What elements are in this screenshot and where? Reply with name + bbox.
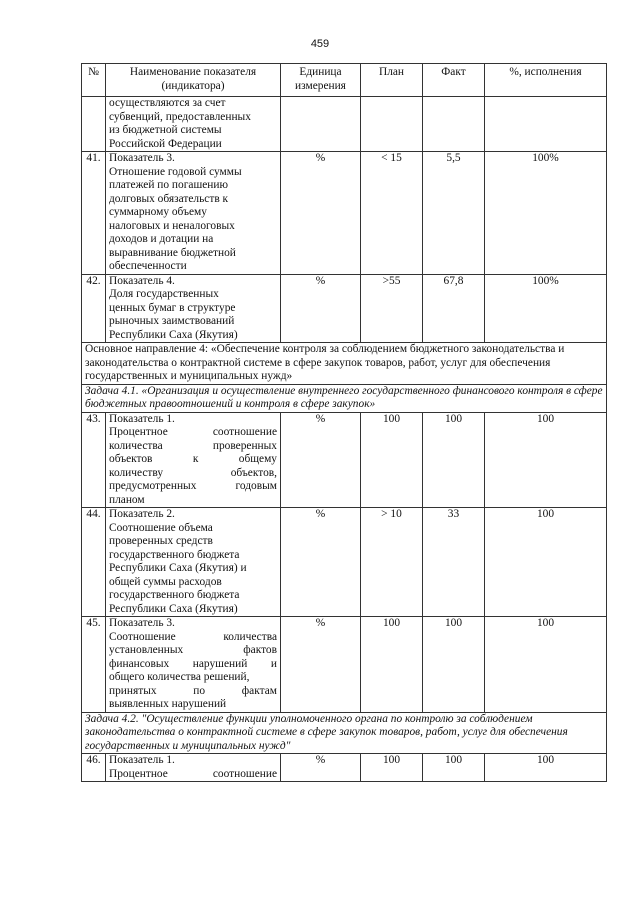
unit-cell: % [281, 617, 361, 713]
unit-cell: % [281, 508, 361, 617]
header-unit: Единица измерения [281, 64, 361, 97]
row-number: 43. [82, 412, 106, 508]
table-row [82, 617, 607, 713]
section-row [82, 343, 607, 385]
section-row [82, 712, 607, 754]
indicators-table [81, 63, 607, 782]
table-row [82, 97, 607, 152]
indicator-name: Показатель 4. Доля государственных ценных бумаг в структуре рыночных заимствований Республики Саха (Якутия) [106, 274, 281, 343]
task-heading: Задача 4.2. "Осуществление функции уполномоченного органа по контролю за соблюдением законодательства о контрактной системе в сфере закупок товаров, работ, услуг для обеспечения государственных и муниципальных нужд" [82, 712, 607, 754]
unit-cell: % [281, 754, 361, 782]
table-row [82, 412, 607, 508]
table-row [82, 508, 607, 617]
unit-cell: % [281, 274, 361, 343]
plan-cell: 100 [361, 617, 423, 713]
percent-cell: 100% [485, 274, 607, 343]
percent-cell: 100 [485, 754, 607, 782]
table-row [82, 152, 607, 275]
row-number: 46. [82, 754, 106, 782]
page-number: 459 [310, 38, 330, 50]
indicator-name: осуществляются за счет субвенций, предоставленных из бюджетной системы Российской Федерации [106, 97, 281, 152]
row-number: 45. [82, 617, 106, 713]
percent-cell: 100 [485, 617, 607, 713]
plan-cell: 100 [361, 754, 423, 782]
fact-cell: 100 [423, 617, 485, 713]
row-number: 42. [82, 274, 106, 343]
fact-cell: 33 [423, 508, 485, 617]
indicator-name: Показатель 3. Соотношение количества установленных фактов финансовых нарушений и общего количества решений, принятых по фактам выявленных нарушений [106, 617, 281, 713]
header-name: Наименование показателя (индикатора) [106, 64, 281, 97]
indicator-name: Показатель 2. Соотношение объема проверенных средств государственного бюджета Республики Саха (Якутия) и общей суммы расходов государственного бюджета Республики Саха (Якутия) [106, 508, 281, 617]
plan-cell: >55 [361, 274, 423, 343]
task-heading: Задача 4.1. «Организация и осуществление внутреннего государственного финансового контроля в сфере бюджетных правоотношений и контроля в сфере закупок» [82, 384, 607, 412]
header-plan: План [361, 64, 423, 97]
indicator-name: Показатель 1. Процентное соотношение [106, 754, 281, 782]
table-header-row [82, 64, 607, 97]
header-fact: Факт [423, 64, 485, 97]
header-num: № [82, 64, 106, 97]
plan-cell: > 10 [361, 508, 423, 617]
table-row [82, 274, 607, 343]
unit-cell: % [281, 152, 361, 275]
row-number: 44. [82, 508, 106, 617]
section-row [82, 384, 607, 412]
header-percent: %, исполнения [485, 64, 607, 97]
fact-cell: 5,5 [423, 152, 485, 275]
direction-heading: Основное направление 4: «Обеспечение контроля за соблюдением бюджетного законодательства и законодательства о контрактной системе в сфере закупок товаров, работ, услуг для обеспечения государственных и муниципальных нужд» [82, 343, 607, 385]
row-number: 41. [82, 152, 106, 275]
table-row [82, 754, 607, 782]
indicator-name: Показатель 3. Отношение годовой суммы платежей по погашению долговых обязательств к суммарному объему налоговых и неналоговых доходов и дотации на выравнивание бюджетной обеспеченности [106, 152, 281, 275]
fact-cell: 100 [423, 754, 485, 782]
indicator-name: Показатель 1. Процентное соотношение количества проверенных объектов к общему количеству объектов, предусмотренных годовым планом [106, 412, 281, 508]
fact-cell: 67,8 [423, 274, 485, 343]
plan-cell: 100 [361, 412, 423, 508]
percent-cell: 100 [485, 412, 607, 508]
percent-cell: 100 [485, 508, 607, 617]
unit-cell: % [281, 412, 361, 508]
percent-cell: 100% [485, 152, 607, 275]
plan-cell: < 15 [361, 152, 423, 275]
fact-cell: 100 [423, 412, 485, 508]
